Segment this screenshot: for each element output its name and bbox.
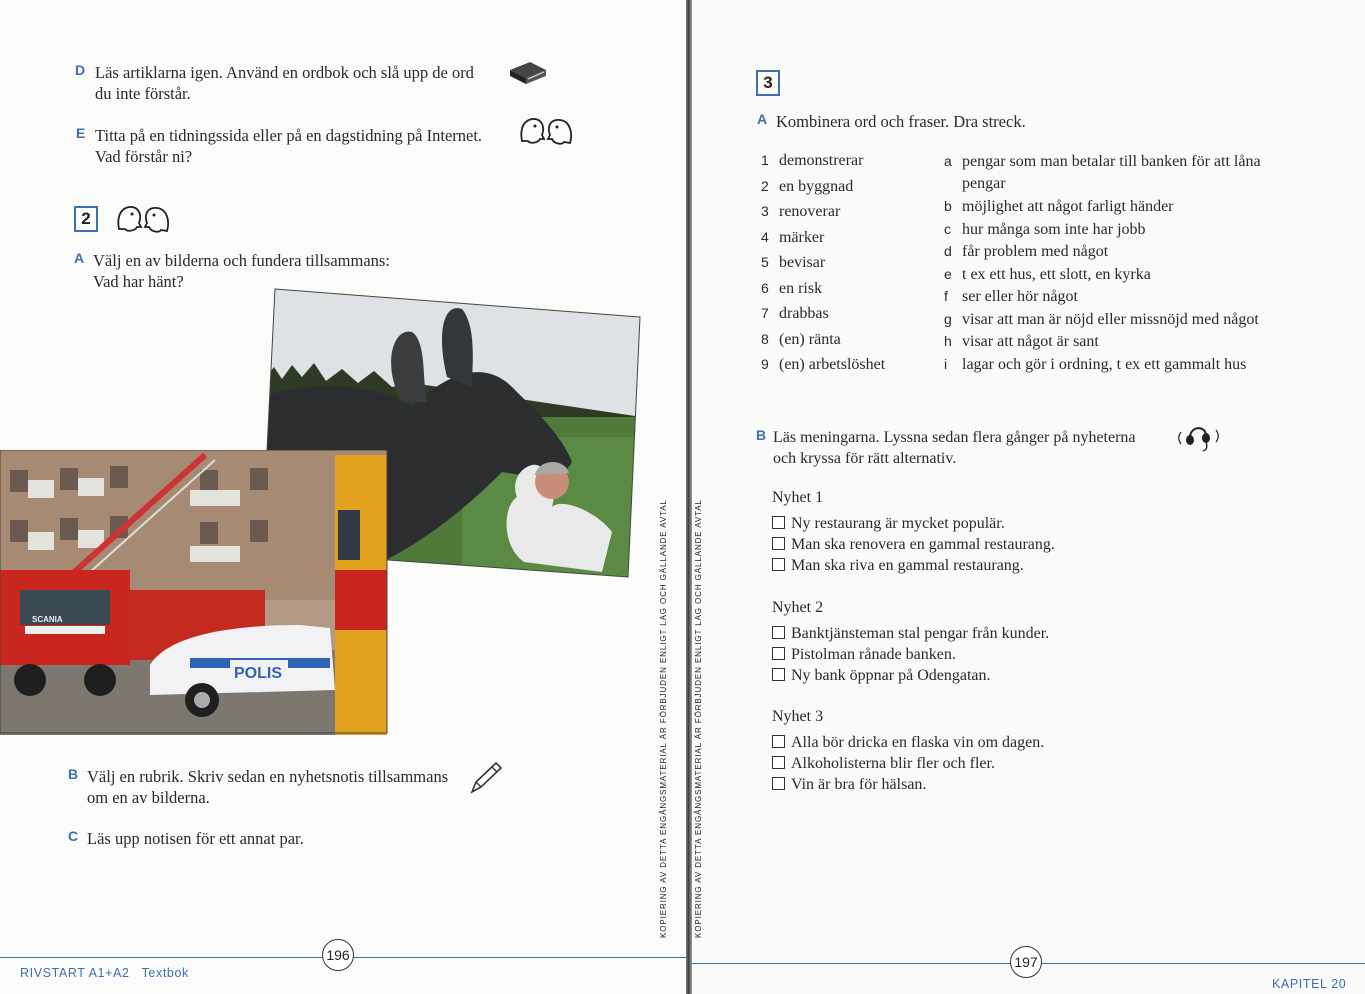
page-number-left: 196: [322, 939, 354, 971]
news-option[interactable]: [772, 556, 1024, 576]
word-text: renoverar: [779, 203, 841, 220]
definition-letter: a: [944, 153, 952, 169]
news-title: Nyhet 3: [772, 708, 824, 725]
word-number: 9: [761, 356, 769, 372]
option-text: Alla bör dricka en flaska vin om dagen.: [791, 734, 1045, 751]
definition-letter: b: [944, 198, 952, 214]
definition-letter: i: [944, 355, 948, 372]
definition-letter: h: [944, 333, 952, 349]
word-item: [761, 303, 829, 324]
definition-text: t ex ett hus, ett slott, en kyrka: [962, 265, 1151, 283]
word-number: 5: [761, 254, 769, 270]
word-text: en byggnad: [779, 177, 854, 195]
option-text: Ny bank öppnar på Odengatan.: [791, 666, 991, 684]
option-checkbox[interactable]: [772, 668, 785, 681]
word-number: 6: [761, 279, 769, 296]
exercise-d-text: [95, 62, 505, 104]
option-checkbox[interactable]: [772, 537, 785, 550]
word-item: [761, 252, 825, 273]
page-number-right: 197: [1010, 946, 1042, 978]
exercise-a-line1: Välj en av bilderna och fundera tillsammans:: [93, 251, 390, 270]
copyright-notice-right: KOPIERING AV DETTA ENGÅNGSMATERIAL ÄR FÖRBJUDEN ENLIGT LAG OCH GÄLLANDE AVTAL: [694, 499, 703, 938]
news-option[interactable]: [772, 733, 1044, 753]
word-text: (en) ränta: [779, 330, 841, 348]
definition-letter: e: [944, 265, 952, 282]
chapter-label: KAPITEL 20: [1272, 977, 1347, 991]
word-number: 3: [761, 203, 769, 219]
definition-text: lagar och gör i ordning, t ex ett gammalt hus: [962, 355, 1247, 373]
section-3-number: 3: [756, 70, 780, 96]
word-number: 4: [761, 228, 769, 245]
police-car-sign: POLIS: [234, 665, 283, 682]
news-option[interactable]: [772, 624, 1049, 644]
exercise-b-line1: Välj en rubrik. Skriv sedan en nyhetsnotis tillsammans: [87, 767, 449, 786]
exercise-letter-d: D: [75, 62, 86, 78]
option-text: Banktjänsteman stal pengar från kunder.: [791, 624, 1050, 642]
right-page: [692, 0, 1365, 994]
exercise-e-line2: Vad förstår ni?: [95, 147, 193, 166]
exercise-3b-letter: B: [756, 427, 767, 443]
word-number: 8: [761, 330, 769, 347]
option-checkbox[interactable]: [772, 647, 785, 660]
exercise-e-line1: Titta på en tidningssida eller på en dagstidning på Internet.: [95, 126, 483, 145]
word-text: (en) arbetslöshet: [779, 356, 886, 373]
option-text: Ny restaurang är mycket populär.: [791, 515, 1005, 532]
option-checkbox[interactable]: [772, 756, 785, 769]
option-text: Man ska riva en gammal restaurang.: [791, 557, 1024, 574]
definition-item: [944, 309, 1259, 330]
word-number: 2: [761, 177, 769, 194]
exercise-letter-a: A: [74, 250, 85, 266]
definition-letter: f: [944, 288, 948, 304]
option-checkbox[interactable]: [772, 558, 785, 571]
pencil-icon: [468, 760, 504, 796]
exercise-3b-line2: och kryssa för rätt alternativ.: [773, 450, 957, 467]
definition-text: pengar: [962, 174, 1006, 192]
word-item: [761, 329, 841, 350]
exercise-letter-e: E: [76, 125, 86, 141]
exercise-3b-line1: Läs meningarna. Lyssna sedan flera gånger på nyheterna: [773, 429, 1136, 446]
book-type: Textbok: [141, 966, 189, 980]
pair-talk-icon: [115, 203, 171, 235]
news-title: Nyhet 2: [772, 598, 824, 616]
definition-letter: d: [944, 243, 952, 259]
news-option[interactable]: [772, 535, 1055, 555]
word-item: [761, 354, 885, 375]
news-option[interactable]: [772, 666, 991, 686]
exercise-3a-text: Kombinera ord och fraser. Dra streck.: [776, 112, 1026, 131]
option-checkbox[interactable]: [772, 626, 785, 639]
definition-text: visar att något är sant: [962, 333, 1099, 350]
definition-letter: g: [944, 310, 952, 327]
definition-item: [944, 196, 1174, 217]
exercise-d-line1: Läs artiklarna igen. Använd en ordbok och slå upp de ord: [95, 63, 474, 82]
exercise-a-text: [93, 250, 513, 292]
book-title: RIVSTART A1+A2: [20, 966, 130, 980]
definition-text: möjlighet att något farligt händer: [962, 198, 1174, 215]
dictionary-book-icon: [508, 60, 548, 86]
news-option[interactable]: [772, 775, 926, 795]
definition-letter: c: [944, 220, 951, 237]
definition-item: [944, 151, 1261, 172]
exercise-a-line2: Vad har hänt?: [93, 272, 184, 291]
definition-item: [944, 331, 1099, 352]
fire-truck-photo: [0, 450, 390, 735]
book-title-footer: [20, 966, 189, 980]
word-number: 7: [761, 305, 769, 321]
truck-brand-label: SCANIA: [32, 615, 63, 624]
word-item: [761, 278, 822, 299]
word-item: [761, 201, 840, 222]
option-checkbox[interactable]: [772, 516, 785, 529]
exercise-c-text: Läs upp notisen för ett annat par.: [87, 829, 304, 848]
definition-item: [944, 286, 1078, 307]
definition-text: pengar som man betalar till banken för att låna: [962, 153, 1261, 170]
definition-item: [944, 264, 1151, 285]
exercise-b-line2: om en av bilderna.: [87, 788, 210, 807]
exercise-3a-letter: A: [757, 111, 768, 127]
exercise-b-text: [87, 766, 487, 808]
option-text: Man ska renovera en gammal restaurang.: [791, 536, 1055, 553]
exercise-e-text: [95, 125, 515, 167]
exercise-3b-text: [773, 427, 1173, 469]
definition-text: får problem med något: [962, 243, 1109, 260]
word-item: [761, 227, 824, 248]
word-text: en risk: [779, 279, 823, 297]
word-item: [761, 176, 853, 197]
word-text: demonstrerar: [779, 152, 864, 169]
definition-text: ser eller hör något: [962, 288, 1078, 305]
option-checkbox[interactable]: [772, 777, 785, 790]
news-title: Nyhet 1: [772, 489, 824, 506]
word-item: [761, 150, 863, 171]
option-checkbox[interactable]: [772, 735, 785, 748]
definition-text: hur många som inte har jobb: [962, 220, 1146, 238]
pair-talk-icon: [518, 115, 574, 147]
word-number: 1: [761, 152, 769, 168]
option-text: Vin är bra för hälsan.: [791, 776, 927, 793]
news-option[interactable]: [772, 514, 1005, 534]
word-text: bevisar: [779, 254, 826, 271]
definition-item: [944, 354, 1246, 375]
option-text: Pistolman rånade banken.: [791, 645, 956, 663]
definition-item: [944, 241, 1108, 262]
word-text: märker: [779, 228, 825, 246]
news-option[interactable]: [772, 754, 995, 774]
definition-item: [944, 219, 1146, 240]
definition-item: [944, 174, 1006, 194]
word-text: drabbas: [779, 305, 829, 322]
exercise-letter-b: B: [68, 766, 79, 782]
exercise-d-line2: du inte förstår.: [95, 84, 191, 103]
listening-headphones-icon: [1176, 420, 1222, 454]
copyright-notice-left: KOPIERING AV DETTA ENGÅNGSMATERIAL ÄR FÖRBJUDEN ENLIGT LAG OCH GÄLLANDE AVTAL: [659, 499, 668, 938]
news-option[interactable]: [772, 645, 956, 665]
exercise-letter-c: C: [68, 828, 79, 844]
section-2-number: 2: [74, 206, 98, 232]
definition-text: visar att man är nöjd eller missnöjd med något: [962, 310, 1259, 328]
option-text: Alkoholisterna blir fler och fler.: [791, 755, 995, 772]
